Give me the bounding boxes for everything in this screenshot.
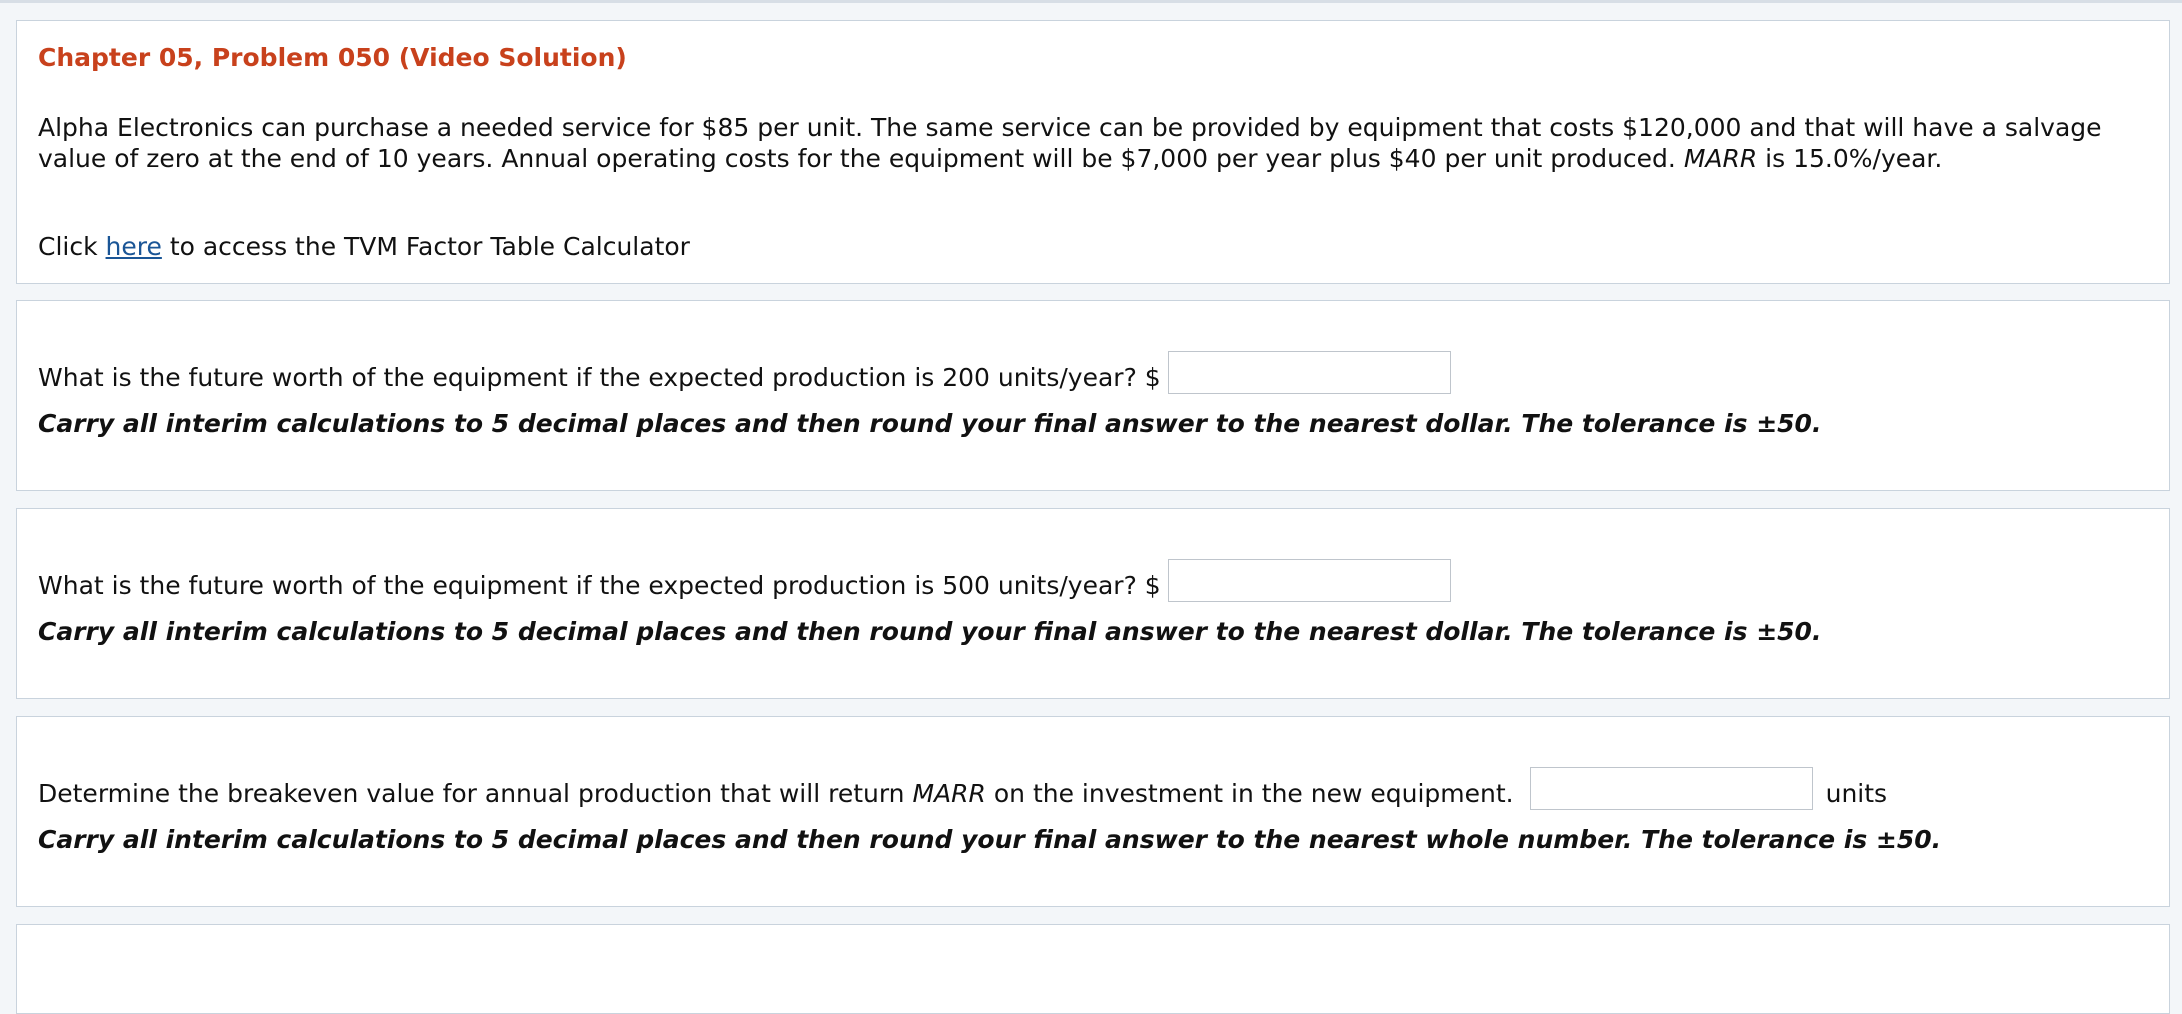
question-line — [38, 351, 1451, 394]
future-worth-500-input[interactable] — [1168, 559, 1451, 602]
question-instructions: Carry all interim calculations to 5 decimal places and then round your final answer to the nearest dollar. The tolerance is ±50. — [38, 409, 1822, 438]
question-prompt: What is the future worth of the equipment if the expected production is 200 units/year? $ — [38, 363, 1161, 392]
question-instructions: Carry all interim calculations to 5 decimal places and then round your final answer to the nearest dollar. The tolerance is ±50. — [38, 617, 1822, 646]
prompt-part: Determine the breakeven value for annual production that will return — [38, 779, 913, 808]
question-panel-1 — [16, 300, 2170, 491]
future-worth-200-input[interactable] — [1168, 351, 1451, 394]
question-line — [38, 559, 1451, 602]
problem-panel — [16, 20, 2170, 284]
marr-term: MARR — [912, 779, 986, 808]
top-divider — [0, 0, 2182, 3]
question-panel-2 — [16, 508, 2170, 699]
question-prompt — [38, 779, 1514, 810]
question-line — [38, 767, 1887, 810]
question-prompt: What is the future worth of the equipment if the expected production is 500 units/year? $ — [38, 571, 1161, 600]
question-instructions: Carry all interim calculations to 5 decimal places and then round your final answer to the nearest whole number. The tolerance is ±50. — [38, 825, 1942, 854]
question-panel-3 — [16, 716, 2170, 907]
problem-title: Chapter 05, Problem 050 (Video Solution) — [38, 43, 627, 72]
tvm-suffix: to access the TVM Factor Table Calculator — [161, 232, 690, 261]
marr-term: MARR — [1683, 144, 1758, 173]
tvm-calculator-line — [38, 232, 690, 261]
breakeven-production-input[interactable] — [1530, 767, 1813, 810]
tvm-prefix: Click — [38, 232, 106, 261]
problem-text-part: Alpha Electronics can purchase a needed service for $85 per unit. The same service can be provided by equipment that costs $120,000 and that will have a salvage value of zero at the end of 10 years. Annual operating costs for the equipment will be $7,000 per year plus $40 per unit produced. — [38, 113, 2102, 173]
question-panel-4 — [16, 924, 2170, 1014]
prompt-part: on the investment in the new equipment. — [985, 779, 1514, 808]
unit-label: units — [1825, 779, 1888, 808]
problem-text-part: is 15.0%/year. — [1757, 144, 1943, 173]
problem-statement — [38, 112, 2148, 174]
tvm-calculator-link[interactable]: here — [105, 232, 162, 261]
